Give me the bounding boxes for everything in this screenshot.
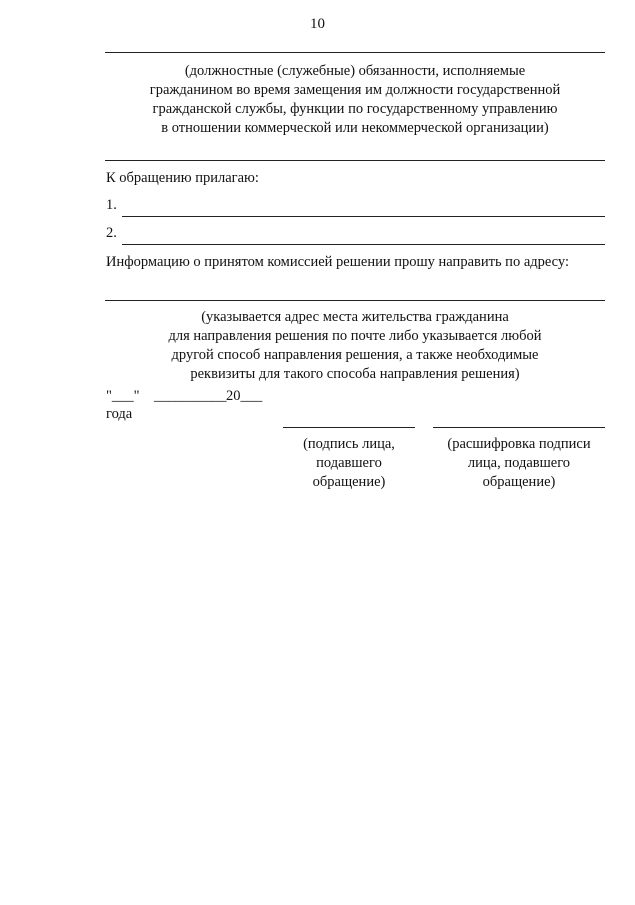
address-line [105, 300, 605, 301]
duties-caption-line: гражданской службы, функции по государственному управлению [152, 101, 558, 117]
date-month: __________ [154, 388, 227, 404]
attachment-2-number: 2. [106, 225, 117, 241]
separator-line [105, 160, 605, 161]
attachment-1-line [122, 216, 605, 217]
signature-caption-line: обращение) [312, 474, 386, 490]
signature-line [283, 427, 415, 428]
address-caption [105, 308, 605, 384]
decode-caption-line: лица, подавшего [467, 455, 571, 471]
duties-caption-line: гражданином во время замещения им должности государственной [149, 82, 561, 98]
duties-caption-line: (должностные (служебные) обязанности, исполняемые [184, 63, 526, 79]
date-day: "___" [106, 388, 140, 404]
duties-line [105, 52, 605, 53]
address-request: Информацию о принятом комиссией решении прошу направить по адресу: [106, 254, 570, 270]
decode-caption [433, 435, 605, 492]
page-number: 10 [310, 16, 325, 32]
address-caption-line: реквизиты для такого способа направления решения) [190, 366, 520, 382]
signature-caption [283, 435, 415, 492]
address-caption-line: для направления решения по почте либо указывается любой [168, 328, 542, 344]
decode-caption-line: (расшифровка подписи [447, 436, 591, 452]
address-caption-line: (указывается адрес места жительства гражданина [201, 309, 509, 325]
signature-caption-line: (подпись лица, [303, 436, 395, 452]
attachment-1-number: 1. [106, 197, 117, 213]
duties-caption [105, 62, 605, 138]
attachment-2-line [122, 244, 605, 245]
attach-label: К обращению прилагаю: [106, 170, 259, 186]
signature-caption-line: подавшего [316, 455, 382, 471]
address-caption-line: другой способ направления решения, а также необходимые [171, 347, 539, 363]
duties-caption-line: в отношении коммерческой или некоммерческой организации) [161, 120, 549, 136]
date-year: 20___ [226, 388, 263, 404]
decode-line [433, 427, 605, 428]
decode-caption-line: обращение) [482, 474, 556, 490]
date-year-word: года [106, 406, 133, 422]
